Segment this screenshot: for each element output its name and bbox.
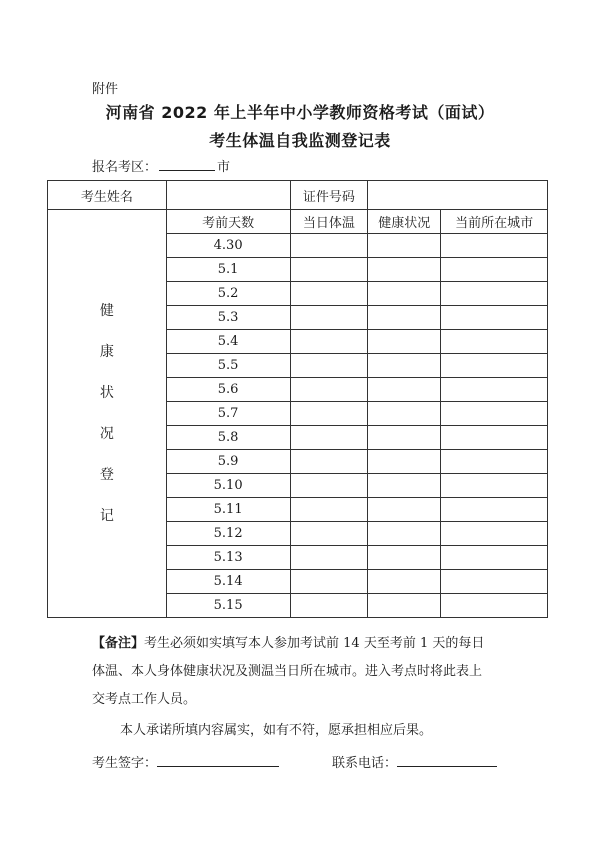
health-cell[interactable]	[368, 354, 441, 378]
date-cell: 5.10	[166, 474, 290, 498]
health-cell[interactable]	[368, 546, 441, 570]
health-cell[interactable]	[368, 570, 441, 594]
temperature-cell[interactable]	[290, 594, 368, 618]
date-cell: 5.13	[166, 546, 290, 570]
temperature-cell[interactable]	[290, 498, 368, 522]
form-subtitle: 考生体温自我监测登记表	[209, 131, 391, 150]
health-cell[interactable]	[368, 234, 441, 258]
date-cell: 4.30	[166, 234, 290, 258]
health-record-label	[48, 210, 167, 618]
temperature-cell[interactable]	[290, 378, 368, 402]
header-days: 考前天数	[166, 210, 290, 234]
date-cell: 5.2	[166, 282, 290, 306]
phone-field[interactable]	[397, 752, 497, 767]
health-cell[interactable]	[368, 594, 441, 618]
signature	[92, 752, 279, 771]
city-cell[interactable]	[441, 498, 548, 522]
id-label: 证件号码	[290, 181, 368, 210]
phone-label: 联系电话：	[332, 756, 398, 771]
date-cell: 5.9	[166, 450, 290, 474]
city-cell[interactable]	[441, 282, 548, 306]
health-cell[interactable]	[368, 450, 441, 474]
city-cell[interactable]	[441, 570, 548, 594]
city-cell[interactable]	[441, 234, 548, 258]
date-cell: 5.5	[166, 354, 290, 378]
date-cell: 5.14	[166, 570, 290, 594]
city-cell[interactable]	[441, 306, 548, 330]
temperature-cell[interactable]	[290, 282, 368, 306]
temperature-cell[interactable]	[290, 546, 368, 570]
temperature-cell[interactable]	[290, 426, 368, 450]
form-title: 河南省 2022 年上半年中小学教师资格考试（面试）	[105, 103, 495, 122]
exam-region-label: 报名考区：	[92, 160, 158, 175]
date-cell: 5.6	[166, 378, 290, 402]
city-cell[interactable]	[441, 354, 548, 378]
date-cell: 5.15	[166, 594, 290, 618]
side-label-char: 健	[99, 302, 114, 319]
temperature-cell[interactable]	[290, 450, 368, 474]
date-cell: 5.1	[166, 258, 290, 282]
health-cell[interactable]	[368, 330, 441, 354]
temperature-cell[interactable]	[290, 234, 368, 258]
attachment-label: 附件	[92, 82, 119, 97]
health-cell[interactable]	[368, 282, 441, 306]
health-cell[interactable]	[368, 474, 441, 498]
city-cell[interactable]	[441, 450, 548, 474]
date-cell: 5.4	[166, 330, 290, 354]
city-cell[interactable]	[441, 474, 548, 498]
remark-line-2: 体温、本人身体健康状况及测温当日所在城市。进入考点时将此表上	[92, 664, 483, 679]
temperature-cell[interactable]	[290, 258, 368, 282]
remark-prefix: 【备注】	[92, 636, 145, 651]
header-temperature: 当日体温	[290, 210, 368, 234]
health-cell[interactable]	[368, 258, 441, 282]
header-health: 健康状况	[368, 210, 441, 234]
remark-line-3: 交考点工作人员。	[92, 692, 197, 707]
temperature-cell[interactable]	[290, 330, 368, 354]
name-label: 考生姓名	[48, 181, 167, 210]
exam-region-suffix: 市	[217, 160, 231, 175]
date-cell: 5.8	[166, 426, 290, 450]
health-cell[interactable]	[368, 378, 441, 402]
side-label-char: 状	[99, 384, 114, 401]
name-field[interactable]	[166, 181, 290, 210]
side-label-char: 记	[99, 507, 114, 524]
exam-region	[92, 156, 230, 175]
promise-text: 本人承诺所填内容属实，如有不符，愿承担相应后果。	[120, 723, 433, 738]
temperature-cell[interactable]	[290, 306, 368, 330]
health-cell[interactable]	[368, 402, 441, 426]
exam-region-blank[interactable]	[159, 158, 215, 171]
city-cell[interactable]	[441, 402, 548, 426]
city-cell[interactable]	[441, 258, 548, 282]
signature-field[interactable]	[157, 752, 279, 767]
city-cell[interactable]	[441, 378, 548, 402]
header-city: 当前所在城市	[441, 210, 548, 234]
city-cell[interactable]	[441, 522, 548, 546]
health-cell[interactable]	[368, 426, 441, 450]
city-cell[interactable]	[441, 594, 548, 618]
temperature-cell[interactable]	[290, 402, 368, 426]
signature-label: 考生签字：	[92, 756, 158, 771]
side-label-char: 康	[99, 343, 114, 360]
side-label-char: 登	[99, 466, 114, 483]
remark-line-1: 考生必须如实填写本人参加考试前 14 天至考前 1 天的每日	[144, 636, 485, 651]
header-row	[48, 210, 548, 234]
temperature-cell[interactable]	[290, 474, 368, 498]
temperature-cell[interactable]	[290, 570, 368, 594]
temperature-table	[47, 180, 548, 618]
side-label-char: 况	[99, 425, 114, 442]
health-cell[interactable]	[368, 522, 441, 546]
name-row	[48, 181, 548, 210]
date-cell: 5.3	[166, 306, 290, 330]
health-cell[interactable]	[368, 306, 441, 330]
city-cell[interactable]	[441, 330, 548, 354]
id-field[interactable]	[368, 181, 548, 210]
temperature-cell[interactable]	[290, 522, 368, 546]
temperature-cell[interactable]	[290, 354, 368, 378]
city-cell[interactable]	[441, 426, 548, 450]
date-cell: 5.12	[166, 522, 290, 546]
date-cell: 5.7	[166, 402, 290, 426]
health-cell[interactable]	[368, 498, 441, 522]
date-cell: 5.11	[166, 498, 290, 522]
city-cell[interactable]	[441, 546, 548, 570]
phone	[332, 752, 497, 771]
